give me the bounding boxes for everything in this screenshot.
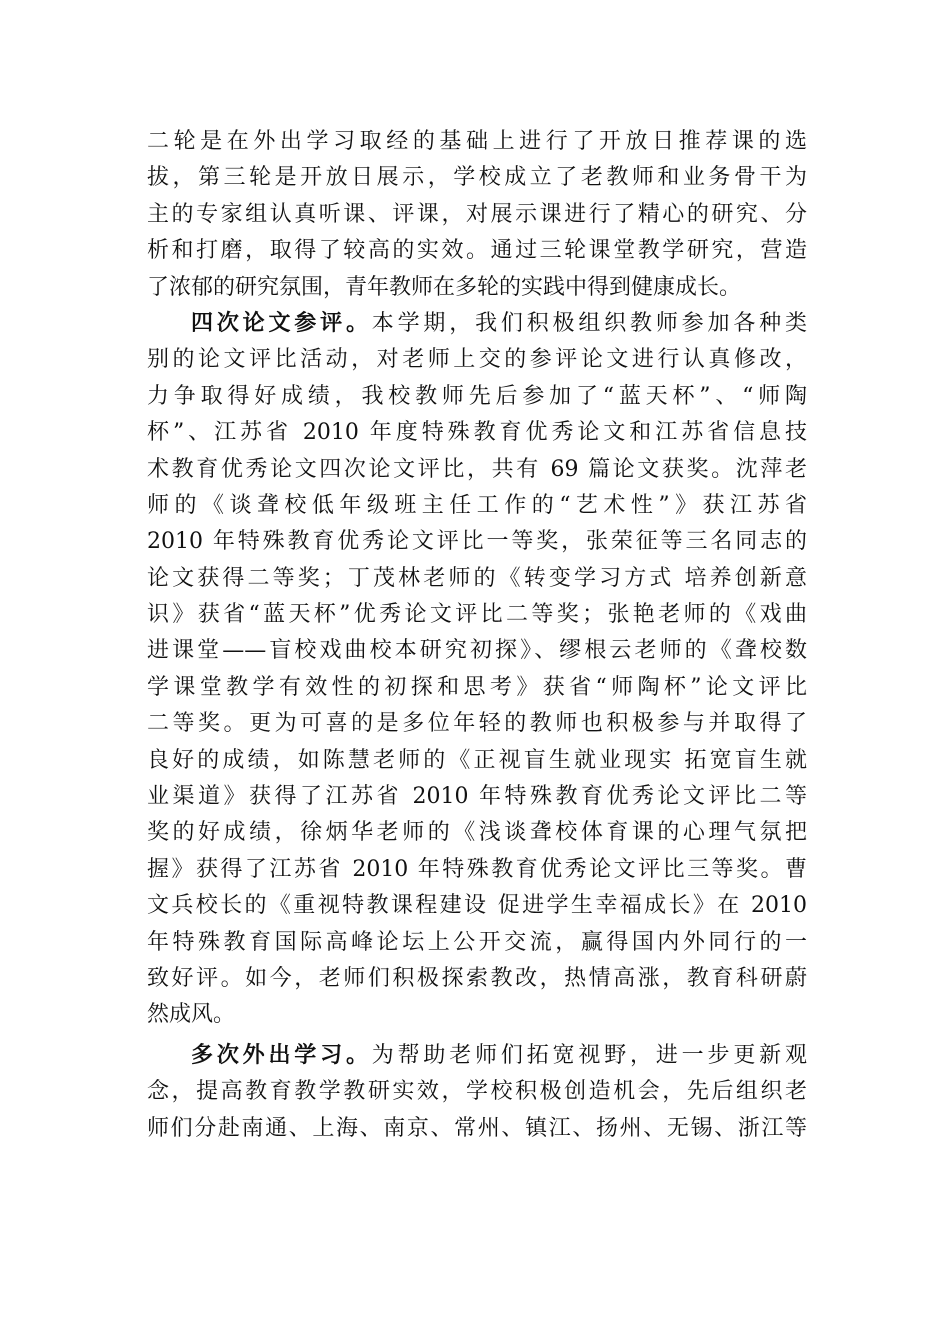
text-line: 二等奖。更为可喜的是多位年轻的教师也积极参与并取得了 [147, 711, 807, 737]
text-line: 业渠道》获得了江苏省 2010 年特殊教育优秀论文评比二等 [147, 784, 807, 810]
text-line: 主的专家组认真听课、评课，对展示课进行了精心的研究、分 [147, 201, 807, 227]
section-heading: 四次论文参评。 [191, 310, 372, 336]
text-line: 杯”、江苏省 2010 年度特殊教育优秀论文和江苏省信息技 [147, 420, 807, 446]
text-line: 念，提高教育教学教研实效，学校积极创造机会，先后组织老 [147, 1079, 807, 1105]
text-line: 别的论文评比活动，对老师上交的参评论文进行认真修改， [147, 347, 807, 373]
document-body [147, 124, 807, 1147]
paragraph-first-line [147, 306, 807, 342]
text-line: 握》获得了江苏省 2010 年特殊教育优秀论文评比三等奖。曹 [147, 856, 807, 882]
text-line: 师们分赴南通、上海、南京、常州、镇江、扬州、无锡、浙江等 [147, 1115, 807, 1141]
text-line: 进课堂——盲校戏曲校本研究初探》、缪根云老师的《聋校数 [147, 638, 807, 664]
text-line: 力争取得好成绩，我校教师先后参加了“蓝天杯”、“师陶 [147, 383, 807, 409]
text-line: 奖的好成绩，徐炳华老师的《浅谈聋校体育课的心理气氛把 [147, 820, 807, 846]
text-line: 识》获省“蓝天杯”优秀论文评比二等奖；张艳老师的《戏曲 [147, 602, 807, 628]
text-line: 文兵校长的《重视特教课程建设 促进学生幸福成长》在 2010 [147, 893, 807, 919]
text-line: 论文获得二等奖；丁茂林老师的《转变学习方式 培养创新意 [147, 565, 807, 591]
text-line: 了浓郁的研究氛围，青年教师在多轮的实践中得到健康成长。 [147, 274, 742, 300]
text-line: 致好评。如今，老师们积极探索教改，热情高涨，教育科研蔚 [147, 965, 807, 991]
text-line: 良好的成绩，如陈慧老师的《正视盲生就业现实 拓宽盲生就 [147, 747, 807, 773]
text-line: 本学期，我们积极组织教师参加各种类 [371, 310, 807, 336]
text-line: 然成风。 [147, 1002, 236, 1028]
text-line: 学课堂教学有效性的初探和思考》获省“师陶杯”论文评比 [147, 674, 807, 700]
text-line: 2010 年特殊教育优秀论文评比一等奖，张荣征等三名同志的 [147, 529, 807, 555]
text-line: 为帮助老师们拓宽视野，进一步更新观 [371, 1042, 807, 1068]
text-line: 析和打磨，取得了较高的实效。通过三轮课堂教学研究，营造 [147, 238, 807, 264]
text-line: 拔，第三轮是开放日展示，学校成立了老教师和业务骨干为 [147, 165, 807, 191]
text-line: 术教育优秀论文四次论文评比，共有 69 篇论文获奖。沈萍老 [147, 456, 807, 482]
text-line: 二轮是在外出学习取经的基础上进行了开放日推荐课的选 [147, 129, 807, 154]
text-line: 年特殊教育国际高峰论坛上公开交流，赢得国内外同行的一 [147, 929, 807, 955]
section-heading: 多次外出学习。 [191, 1042, 372, 1068]
text-line: 师的《谈聋校低年级班主任工作的“艺术性”》获江苏省 [147, 492, 807, 518]
paragraph-first-line [147, 1038, 807, 1074]
